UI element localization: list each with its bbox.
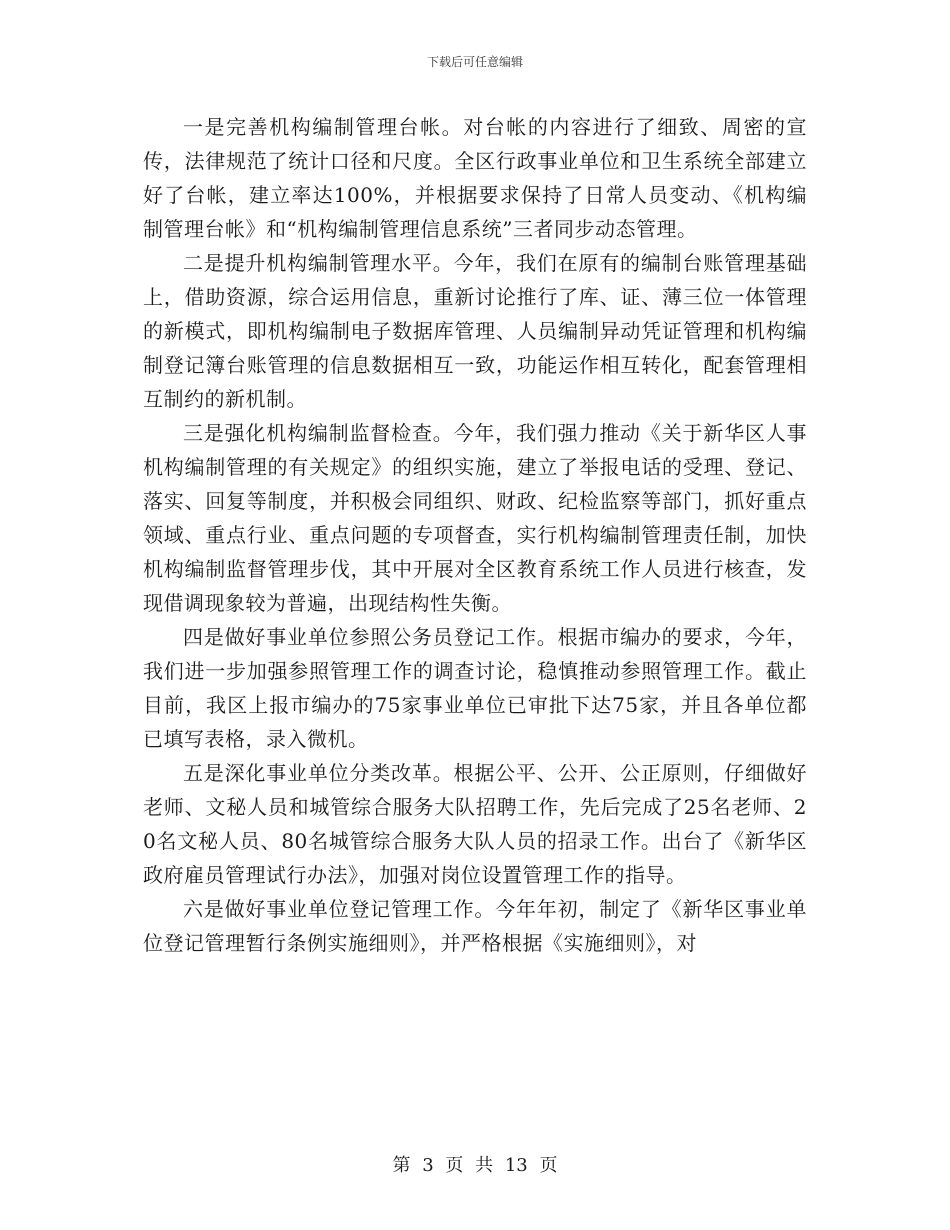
page-number-footer: 第 3 页 共 13 页	[392, 1155, 558, 1176]
paragraph-4: 四是做好事业单位参照公务员登记工作。根据市编办的要求，今年，我们进一步加强参照管理工作的调查讨论，稳慎推动参照管理工作。截止目前，我区上报市编办的75家事业单位已审批下达75家，并且各单位都已填写表格，录入微机。	[143, 625, 807, 751]
document-body	[143, 110, 807, 960]
paragraph-1: 一是完善机构编制管理台帐。对台帐的内容进行了细致、周密的宣传，法律规范了统计口径和尺度。全区行政事业单位和卫生系统全部建立好了台帐，建立率达100%，并根据要求保持了日常人员变动、《机构编制管理台帐》和“机构编制管理信息系统”三者同步动态管理。	[143, 115, 807, 241]
paragraph-6: 六是做好事业单位登记管理工作。今年年初，制定了《新华区事业单位登记管理暂行条例实施细则》，并严格根据《实施细则》，对	[143, 897, 807, 955]
paragraph-3: 三是强化机构编制监督检查。今年，我们强力推动《关于新华区人事机构编制管理的有关规定》的组织实施，建立了举报电话的受理、登记、落实、回复等制度，并积极会同组织、财政、纪检监察等部门，抓好重点领域、重点行业、重点问题的专项督查，实行机构编制管理责任制，加快机构编制监督管理步伐，其中开展对全区教育系统工作人员进行核查，发现借调现象较为普遍，出现结构性失衡。	[143, 421, 807, 615]
page-header: 下载后可任意编辑	[426, 55, 523, 69]
paragraph-2: 二是提升机构编制管理水平。今年，我们在原有的编制台账管理基础上，借助资源，综合运用信息，重新讨论推行了库、证、薄三位一体管理的新模式，即机构编制电子数据库管理、人员编制异动凭证管理和机构编制登记簿台账管理的信息数据相互一致，功能运作相互转化，配套管理相互制约的新机制。	[143, 251, 807, 411]
paragraph-5: 五是深化事业单位分类改革。根据公平、公开、公正原则，仔细做好老师、文秘人员和城管综合服务大队招聘工作，先后完成了25名老师、20名文秘人员、80名城管综合服务大队人员的招录工作。出台了《新华区政府雇员管理试行办法》，加强对岗位设置管理工作的指导。	[143, 761, 807, 887]
